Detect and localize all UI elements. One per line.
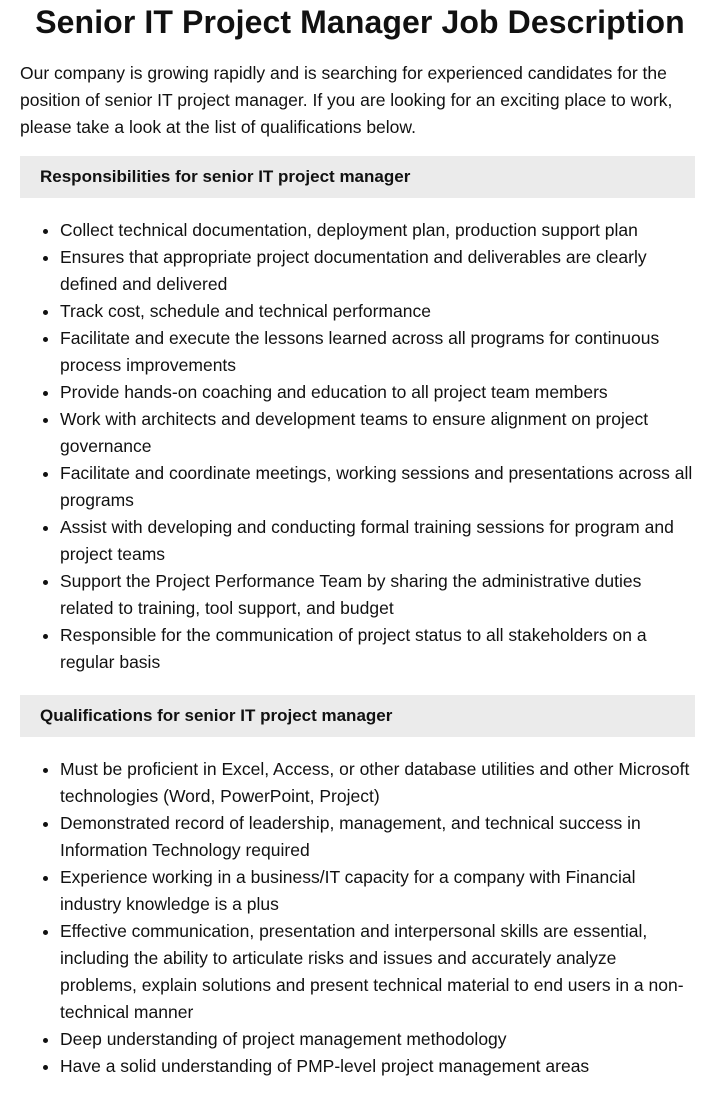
list-item: • Facilitate and execute the lessons learned across all programs for continuous process improvements <box>60 325 695 379</box>
list-item: • Support the Project Performance Team by sharing the administrative duties related to training, tool support, and budget <box>60 568 695 622</box>
list-item: • Experience working in a business/IT capacity for a company with Financial industry knowledge is a plus <box>60 864 695 918</box>
list-item: • Collect technical documentation, deployment plan, production support plan <box>60 217 695 244</box>
list-item: • Have a solid understanding of PMP-level project management areas <box>60 1053 695 1080</box>
list-item: • Provide hands-on coaching and education to all project team members <box>60 379 695 406</box>
list-item: • Must be proficient in Excel, Access, or other database utilities and other Microsoft technologies (Word, PowerPoint, Project) <box>60 756 695 810</box>
page-title: Senior IT Project Manager Job Description <box>35 4 685 40</box>
list-item: • Deep understanding of project management methodology <box>60 1026 695 1053</box>
list-item: • Track cost, schedule and technical performance <box>60 298 695 325</box>
list-item: • Facilitate and coordinate meetings, working sessions and presentations across all programs <box>60 460 695 514</box>
responsibilities-heading: Responsibilities for senior IT project manager <box>20 156 695 198</box>
qualifications-list <box>20 756 695 1080</box>
list-item: • Demonstrated record of leadership, management, and technical success in Information Technology required <box>60 810 695 864</box>
list-item: • Assist with developing and conducting formal training sessions for program and project teams <box>60 514 695 568</box>
responsibilities-list <box>20 217 695 676</box>
qualifications-heading: Qualifications for senior IT project manager <box>20 695 695 737</box>
intro-paragraph: Our company is growing rapidly and is searching for experienced candidates for the position of senior IT project manager. If you are looking for an exciting place to work, please take a look at the list of qualifications below. <box>20 63 673 137</box>
list-item: • Responsible for the communication of project status to all stakeholders on a regular basis <box>60 622 695 676</box>
list-item: • Ensures that appropriate project documentation and deliverables are clearly defined and delivered <box>60 244 695 298</box>
list-item: • Work with architects and development teams to ensure alignment on project governance <box>60 406 695 460</box>
list-item: • Effective communication, presentation and interpersonal skills are essential, including the ability to articulate risks and issues and accurately analyze problems, explain solutions and present technical material to end users in a non-technical manner <box>60 918 695 1026</box>
